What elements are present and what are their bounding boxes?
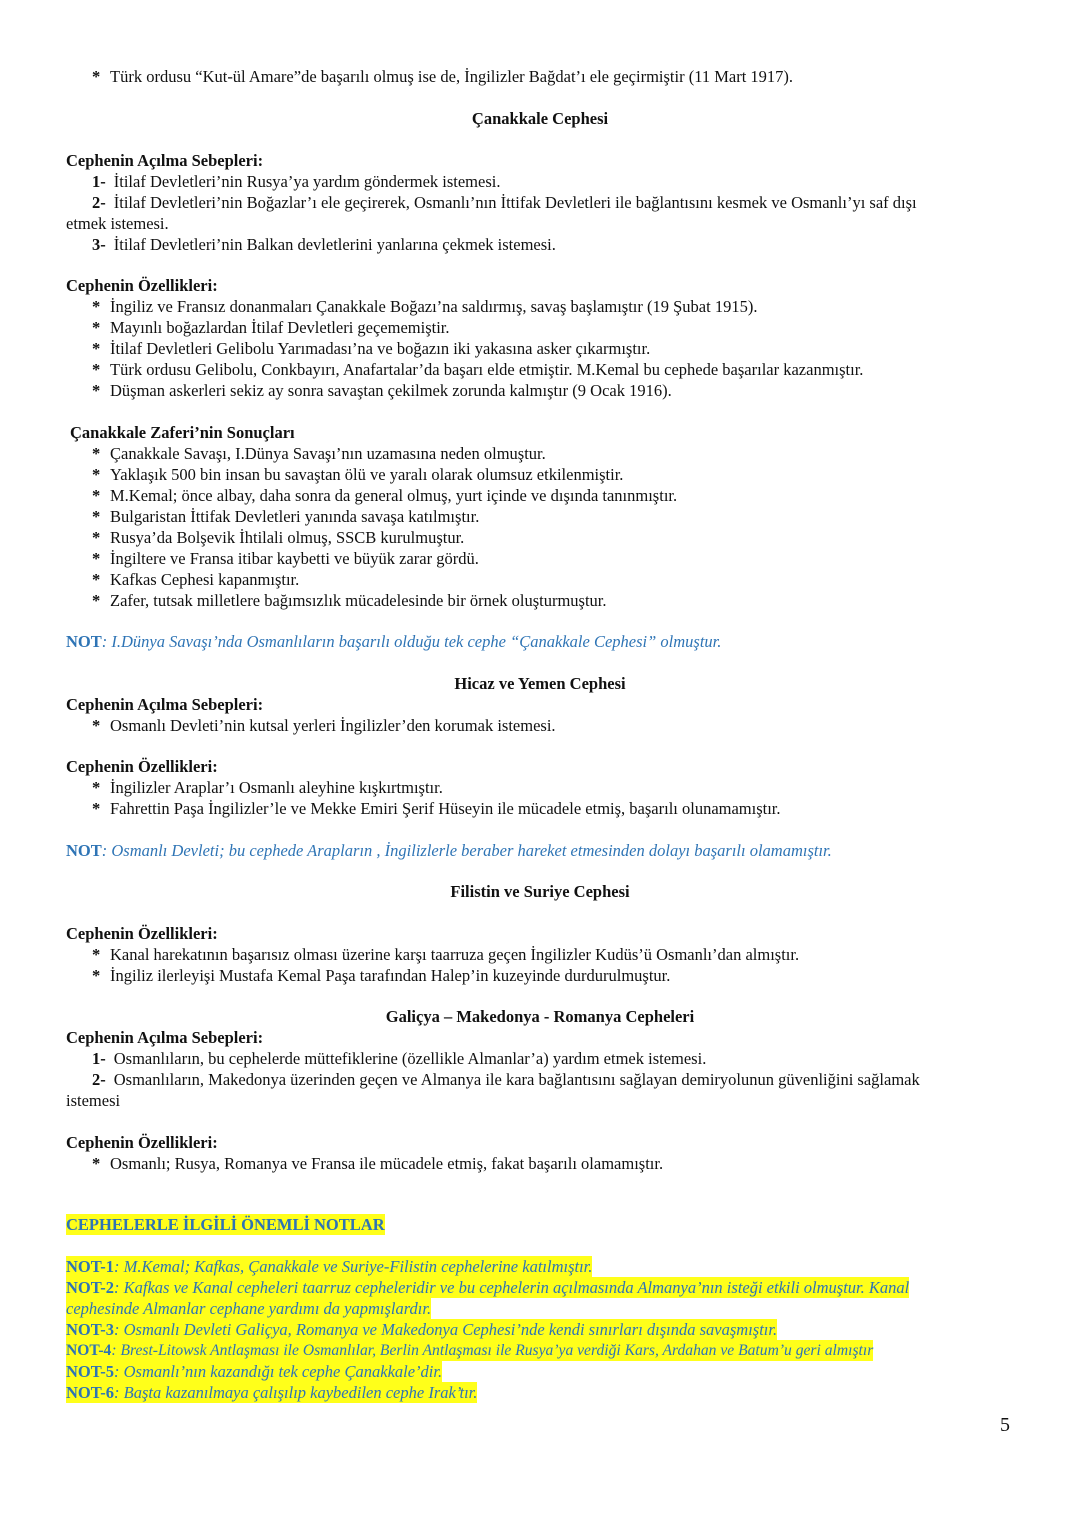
bullet-item: * Fahrettin Paşa İngilizler’le ve Mekke Emiri Şerif Hüseyin ile mücadele etmiş, başarılı olunamamıştır.	[92, 799, 781, 818]
bullet-item: * Zafer, tutsak milletlere bağımsızlık mücadelesinde bir örnek oluşturmuştur.	[92, 591, 607, 610]
section-title-hicaz: Hicaz ve Yemen Cephesi	[454, 674, 626, 693]
subheading-sebepler: Cephenin Açılma Sebepleri:	[66, 151, 264, 170]
bullet-item: * Osmanlı; Rusya, Romanya ve Fransa ile mücadele etmiş, fakat başarılı olamamıştır.	[92, 1154, 664, 1173]
numbered-item: 2- İtilaf Devletleri’nin Boğazlar’ı ele geçirerek, Osmanlı’nın İttifak Devletleri ile bağlantısını kesmek ve Osmanlı’yı saf dışı	[92, 193, 917, 212]
subheading-ozellikler: Cephenin Özellikleri:	[66, 1133, 218, 1152]
section-title-filistin: Filistin ve Suriye Cephesi	[450, 882, 630, 901]
bullet-item: * Çanakkale Savaşı, I.Dünya Savaşı’nın uzamasına neden olmuştur.	[92, 444, 546, 463]
bullet-item: * İngiltere ve Fransa itibar kaybetti ve büyük zarar gördü.	[92, 549, 479, 568]
note-item: NOT-4: Brest-Litowsk Antlaşması ile Osmanlılar, Berlin Antlaşması ile Rusya’ya verdiği Kars, Ardahan ve Batum’u geri almıştır	[66, 1342, 874, 1359]
bullet-text: Türk ordusu “Kut-ül Amare”de başarılı olmuş ise de, İngilizler Bağdat’ı ele geçirmiştir (11 Mart 1917).	[110, 67, 794, 86]
note-item-continuation: cephesinde Almanlar cephane yardımı da yapmışlardır.	[66, 1299, 432, 1318]
bullet-item: * Mayınlı boğazlardan İtilaf Devletleri geçememiştir.	[92, 318, 450, 337]
bullet-item: * Türk ordusu Gelibolu, Conkbayırı, Anafartalar’da başarı elde etmiştir. M.Kemal bu cephede başarılar kazanmıştır.	[92, 360, 864, 379]
section-title-canakkale: Çanakkale Cephesi	[471, 109, 609, 128]
note-item: NOT-2: Kafkas ve Kanal cepheleri taarruz cepheleridir ve bu cephelerin açılmasında Almanya’nın isteği etkili olmuştur. Kanal	[66, 1278, 910, 1297]
subheading-ozellikler: Cephenin Özellikleri:	[66, 757, 218, 776]
numbered-item-continuation: istemesi	[66, 1091, 121, 1110]
bullet-item: * Kanal harekatının başarısız olması üzerine karşı taarruza geçen İngilizler Kudüs’ü Osmanlı’dan almıştır.	[92, 945, 800, 964]
subheading-sonuclar: Çanakkale Zaferi’nin Sonuçları	[70, 423, 295, 442]
note-item: NOT-5: Osmanlı’nın kazandığı tek cephe Çanakkale’dir.	[66, 1362, 443, 1381]
subheading-sebepler: Cephenin Açılma Sebepleri:	[66, 695, 264, 714]
note-item: NOT-6: Başta kazanılmaya çalışılıp kaybedilen cephe Irak’tır.	[66, 1383, 478, 1402]
bullet-item: * İngiliz ve Fransız donanmaları Çanakkale Boğazı’na saldırmış, savaş başlamıştır (19 Şubat 1915).	[92, 297, 758, 316]
numbered-item: 1- İtilaf Devletleri’nin Rusya’ya yardım göndermek istemesi.	[92, 172, 501, 191]
page-number: 5	[1000, 1414, 1010, 1436]
bullet-item: * Bulgaristan İttifak Devletleri yanında savaşa katılmıştır.	[92, 507, 480, 526]
bullet-item: * Osmanlı Devleti’nin kutsal yerleri İngilizler’den korumak istemesi.	[92, 716, 556, 735]
important-notes-title: CEPHELERLE İLGİLİ ÖNEMLİ NOTLAR	[66, 1215, 385, 1234]
bullet-item: * Rusya’da Bolşevik İhtilali olmuş, SSCB kurulmuştur.	[92, 528, 465, 547]
numbered-item: 1- Osmanlıların, bu cephelerde müttefiklerine (özellikle Almanlar’a) yardım etmek istemesi.	[92, 1049, 707, 1068]
bullet-item: * İngilizler Araplar’ı Osmanlı aleyhine kışkırtmıştır.	[92, 778, 443, 797]
numbered-item: 2- Osmanlıların, Makedonya üzerinden geçen ve Almanya ile kara bağlantısını sağlayan demiryolunun güvenliğini sağlamak	[92, 1070, 920, 1089]
bullet-item: * Yaklaşık 500 bin insan bu savaştan ölü ve yaralı olarak olumsuz etkilenmiştir.	[92, 465, 624, 484]
subheading-ozellikler: Cephenin Özellikleri:	[66, 924, 218, 943]
bullet-star: *	[92, 67, 101, 86]
bullet-item: * Kafkas Cephesi kapanmıştır.	[92, 570, 300, 589]
numbered-item: 3- İtilaf Devletleri’nin Balkan devletlerini yanlarına çekmek istemesi.	[92, 235, 556, 254]
bullet-item	[0, 66, 1080, 87]
note-hicaz: NOT: Osmanlı Devleti; bu cephede Arapların , İngilizlerle beraber hareket etmesinden dolayı başarılı olamamıştır.	[66, 841, 832, 860]
bullet-item: * Düşman askerleri sekiz ay sonra savaştan çekilmek zorunda kalmıştır (9 Ocak 1916).	[92, 381, 672, 400]
note-canakkale: NOT: I.Dünya Savaşı’nda Osmanlıların başarılı olduğu tek cephe “Çanakkale Cephesi” olmuştur.	[66, 632, 722, 651]
numbered-item-continuation: etmek istemesi.	[66, 214, 169, 233]
bullet-item: * M.Kemal; önce albay, daha sonra da general olmuş, yurt içinde ve dışında tanınmıştır.	[92, 486, 678, 505]
subheading-sebepler: Cephenin Açılma Sebepleri:	[66, 1028, 264, 1047]
subheading-ozellikler: Cephenin Özellikleri:	[66, 276, 218, 295]
note-item: NOT-3: Osmanlı Devleti Galiçya, Romanya ve Makedonya Cephesi’nde kendi sınırları dışında savaşmıştır.	[66, 1320, 778, 1339]
bullet-item: * İtilaf Devletleri Gelibolu Yarımadası’na ve boğazın iki yakasına asker çıkarmıştır.	[92, 339, 651, 358]
bullet-item: * İngiliz ilerleyişi Mustafa Kemal Paşa tarafından Halep’in kuzeyinde durdurulmuştur.	[92, 966, 671, 985]
note-item: NOT-1: M.Kemal; Kafkas, Çanakkale ve Suriye-Filistin cephelerine katılmıştır.	[66, 1257, 593, 1276]
section-title-galicya: Galiçya – Makedonya - Romanya Cepheleri	[385, 1007, 695, 1026]
